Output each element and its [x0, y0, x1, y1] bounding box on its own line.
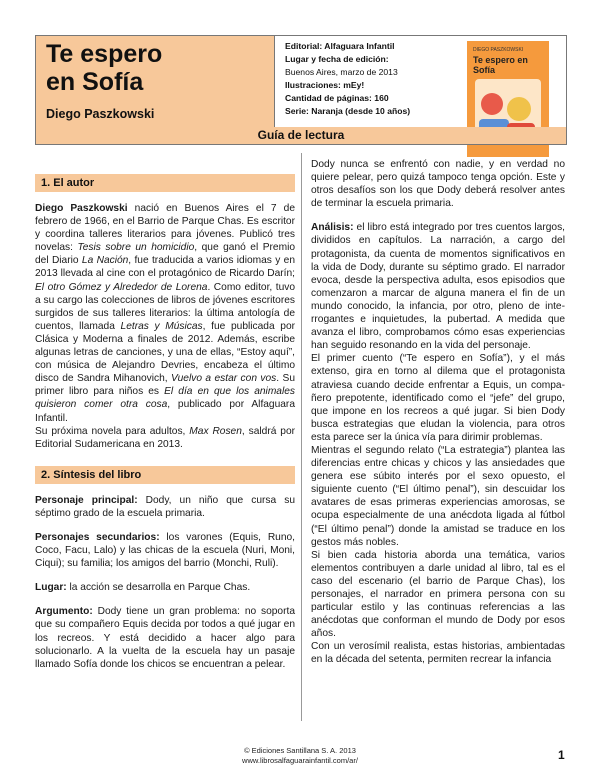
book-author: Diego Paszkowski	[46, 107, 155, 121]
detail-paginas: Cantidad de páginas: 160	[285, 93, 389, 103]
author-next-novel	[35, 425, 295, 451]
text-run: Su próxima novela para adultos,	[35, 425, 190, 437]
copyright: © Ediciones Santillana S. A. 2013	[244, 746, 356, 755]
section-heading-synthesis: 2. Síntesis del libro	[35, 466, 295, 484]
website-link[interactable]: www.librosalfaguarainfantil.com/ar/	[242, 756, 358, 765]
unity-paragraph	[311, 549, 565, 641]
text-run: Con un verosímil realista, estas historias, ambientadas en la década del setenta, permiten recrear la infancia	[311, 641, 565, 666]
section-heading-author: 1. El autor	[35, 174, 295, 192]
text-run: . Su primer libro para niños es	[35, 373, 295, 398]
italic-text: Letras y Músicas	[120, 320, 203, 332]
text-run: el libro está integrado por tres cuentos largos, divididos en capítulos. La narración, a cargo del protagonista, da cuenta de momentos significativos en la vida de Dody, durante su séptimo grado. El narrador evoca, desde la perspectiva adulta, esos episodios que comenzaron a marcar de alguna manera el fin de un mundo conocido, la infancia, por otro, pleno de inte- rrogantes e inquietudes, la pubertad. A medida que avanza el libro, comprobamos cómo esas experiencias han seguido resonando en la vida del personaje.	[311, 222, 565, 352]
text-run: Dody nunca se enfrentó con nadie, y en verdad no quiere pelear, pero quizá tampoco tenga opción. Este y otros desafíos son los que Dody deberá resolver antes de terminar la escuela primaria.	[311, 159, 565, 210]
analysis	[311, 221, 565, 352]
cover-title: Te espero en Sofía	[473, 55, 528, 75]
main-character	[35, 494, 295, 520]
text-run: Dody tiene un gran problema: no soporta que su compañero Equis decida por todos a qué jugar en los recreos. Y está decidido a hacer algo para solucionarlo. A la vuelta de la escuela hay un pasaje llamado Sofía donde los chicos se encuentran a pelear.	[35, 606, 295, 670]
detail-lugar-value: Buenos Aires, marzo de 2013	[285, 67, 398, 77]
text-run: , publicado por Alfaguara Infantil.	[35, 399, 295, 424]
header-box	[35, 35, 567, 129]
detail-ilustraciones: Ilustraciones: mEy!	[285, 80, 365, 90]
text-run: , saldrá por Editorial Sudamericana en 2013.	[35, 425, 296, 450]
realism-paragraph	[311, 640, 565, 666]
column-divider	[301, 153, 302, 721]
text-run: El primer cuento (“Te espero en Sofía”), y el más extenso, gira en torno al dilema que el protagonista atraviesa cuando decide enfrentar a Equis, un compa- ñero prepotente, identificado como el “jefe” del grupo, que impone en los recreos a qué jugar. Si bien Dody busca estrategias que eludan la violencia, para otros esta parece ser la única vía para dirimir problemas.	[311, 353, 565, 443]
cover-figure	[507, 97, 531, 121]
detail-lugar-label: Lugar y fecha de edición:	[285, 54, 389, 64]
text-run: Mientras el segundo relato (“La estrategia”) plantea las diferencias entre chicas y chicos y las ansiedades que genera ese súbito interés por el sexo opuesto, el siguiente cuento (“El último penal”), sin descuidar los avatares de esas primeras experiencias amorosas, se ocupa especialmente de una anécdota ligada al fútbol (“El último penal”) donde la amistad se traduce en los gestos más nobles.	[311, 444, 565, 548]
italic-text: Tesis sobre un homicidio	[77, 242, 195, 254]
first-story	[311, 352, 565, 444]
text-run: , fue traducida a varios idiomas y en 2013 llevada al cine con el protagónico de Ricardo Darín;	[35, 255, 295, 280]
title-panel	[36, 36, 275, 128]
bold-text: Diego Paszkowski	[35, 203, 128, 214]
bold-text: Personaje principal:	[35, 494, 138, 506]
text-run: Si bien cada historia aborda una temática, varios elementos contribuyen a darle unidad al libro, tal es el caso del escenario (el barrio de Parque Chas), los personajes, el narrador en primera persona con su particular estilo y las continuas referencias a las anécdotas que conforman el mundo de Dody por esos años.	[311, 549, 565, 640]
italic-text: El otro Gómez y Alrededor de Lorena	[35, 281, 208, 293]
cover-author: DIEGO PASZKOWSKI	[473, 47, 524, 53]
text-run: Dody, un niño que cursa su séptimo grado de la escuela primaria.	[35, 494, 295, 519]
page-number: 1	[558, 748, 565, 762]
italic-text: El día en que los animales quisieron comer otra cosa	[35, 386, 295, 411]
book-title-line1: Te espero	[46, 40, 163, 68]
bold-text: Lugar:	[35, 582, 67, 594]
detail-editorial: Editorial: Alfaguara Infantil	[285, 41, 395, 51]
bold-text: Análisis:	[311, 222, 354, 234]
cover-figure	[481, 93, 503, 115]
text-run: , fue publicada por Clásica y Moderna a finales de 2012. Además, escribe algunas letras de canciones, y una de ellas, “Estoy aquí”, con música de Alejandro Devries, encabeza el último disco de Sandra Mihanovich,	[35, 320, 295, 385]
book-details	[285, 40, 465, 118]
italic-text: Max Rosen	[189, 425, 242, 437]
plot	[35, 605, 295, 670]
italic-text: La Nación	[81, 255, 129, 267]
secondary-characters	[35, 531, 295, 570]
book-title	[46, 40, 162, 96]
italic-text: Vuelvo a estar con vos	[171, 373, 277, 385]
left-column	[35, 170, 295, 671]
text-run: la acción se desarrolla en Parque Chas.	[66, 582, 251, 594]
text-run: nació en Buenos Aires el 7 de febrero de 1966, en el Barrio de Parque Chas. Es escritor y coordina talleres literarios para jóvenes. Publicó tres novelas:	[35, 203, 295, 254]
text-run: los varones (Equis, Runo, Coco, Facu, Lalo) y las chicas de la escuela (Nuri, Moni, Ciqui); su familia; los amigos del barrio (Monchi, Ruli).	[35, 531, 295, 570]
text-run: , que ganó el Premio del Diario	[35, 242, 296, 267]
detail-serie: Serie: Naranja (desde 10 años)	[285, 106, 411, 116]
second-story	[311, 444, 565, 549]
book-title-line2: en Sofía	[46, 68, 144, 96]
setting	[35, 581, 295, 594]
guide-title: Guía de lectura	[35, 127, 567, 145]
right-column	[311, 158, 565, 667]
author-bio	[35, 202, 295, 425]
bold-text: Personajes secundarios:	[35, 531, 160, 543]
bold-text: Argumento:	[35, 606, 93, 618]
text-run: . Como editor, tuvo a su cargo las colecciones de libros de jóvenes escritores surgidos de sus talleres literarios: la última antología de cuentos, llamada	[35, 281, 295, 332]
footer	[0, 746, 600, 766]
plot-continued	[311, 158, 565, 210]
